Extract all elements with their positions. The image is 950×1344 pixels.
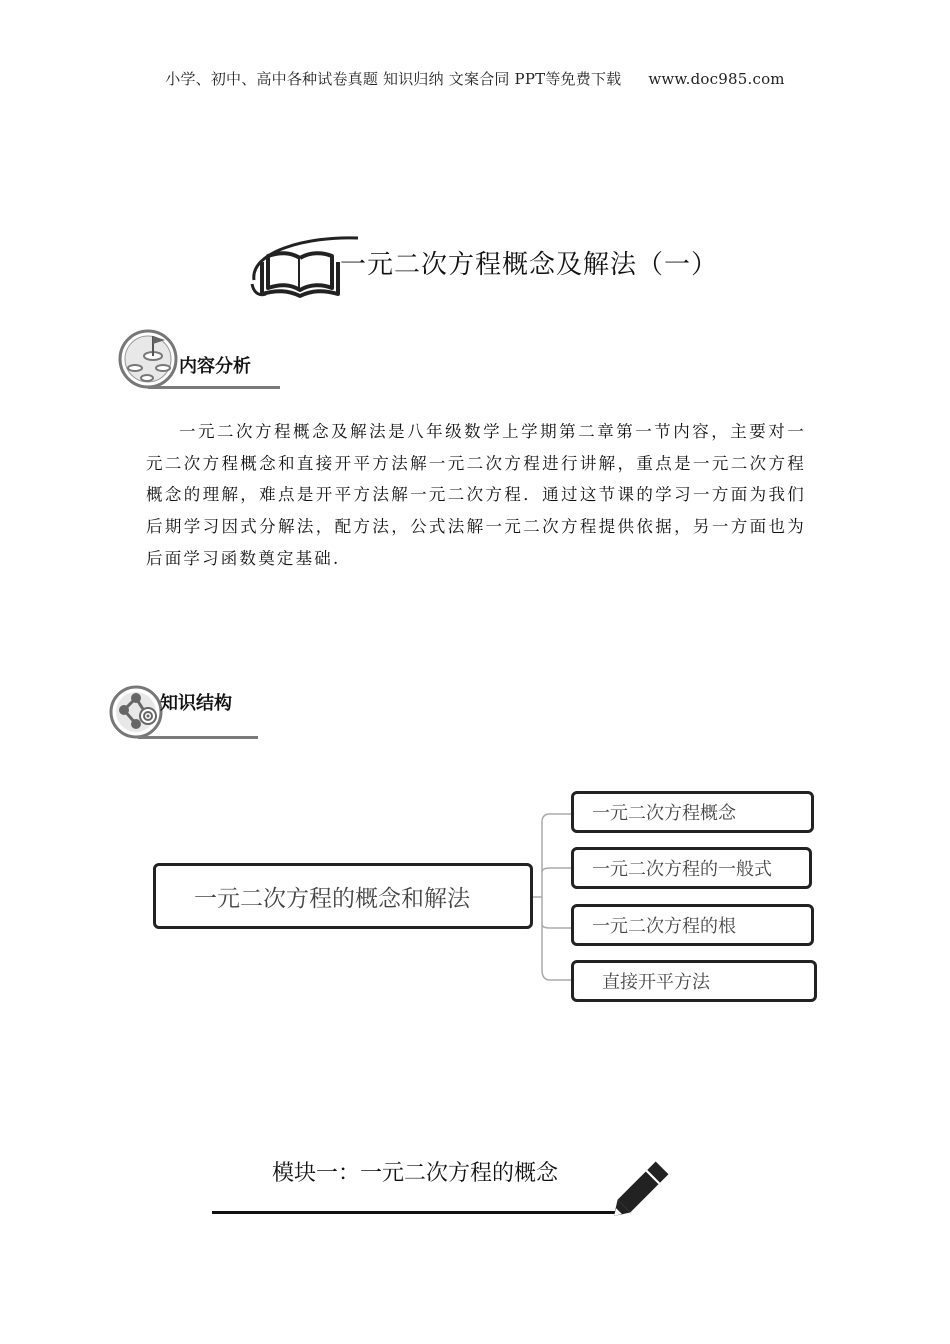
mindmap-node: 一元二次方程的根 (571, 904, 814, 946)
header-site: www.doc985.com (648, 70, 785, 88)
page-title: 一元二次方程概念及解法（一） (340, 250, 719, 280)
mindmap-node: 一元二次方程的一般式 (571, 847, 812, 889)
section-underline (138, 736, 258, 739)
module-underline (212, 1211, 624, 1214)
module-title: 模块一：一元二次方程的概念 (272, 1161, 559, 1186)
section-label-content-analysis: 内容分析 (179, 356, 251, 377)
section-underline (148, 386, 280, 389)
pencil-icon (612, 1156, 674, 1218)
page-header (0, 68, 950, 89)
target-flag-icon (117, 328, 181, 390)
mindmap-node: 直接开平方法 (571, 960, 817, 1002)
network-icon (108, 684, 166, 740)
mindmap-node: 一元二次方程概念 (571, 791, 814, 833)
content-paragraph (146, 416, 806, 575)
mindmap-root: 一元二次方程的概念和解法 (153, 863, 533, 929)
section-label-knowledge-structure: 知识结构 (160, 693, 232, 714)
paragraph-text: 一元二次方程概念及解法是八年级数学上学期第二章第一节内容，主要对一元二次方程概念和直接开平方法解一元二次方程进行讲解，重点是一元二次方程概念的理解，难点是开平方法解一元二次方程．通过这节课的学习一方面为我们后期学习因式分解法，配方法，公式法解一元二次方程提供依据，另一方面也为后面学习函数奠定基础. (146, 422, 806, 568)
header-text: 小学、初中、高中各种试卷真题 知识归纳 文案合同 PPT等免费下载 (165, 70, 622, 88)
